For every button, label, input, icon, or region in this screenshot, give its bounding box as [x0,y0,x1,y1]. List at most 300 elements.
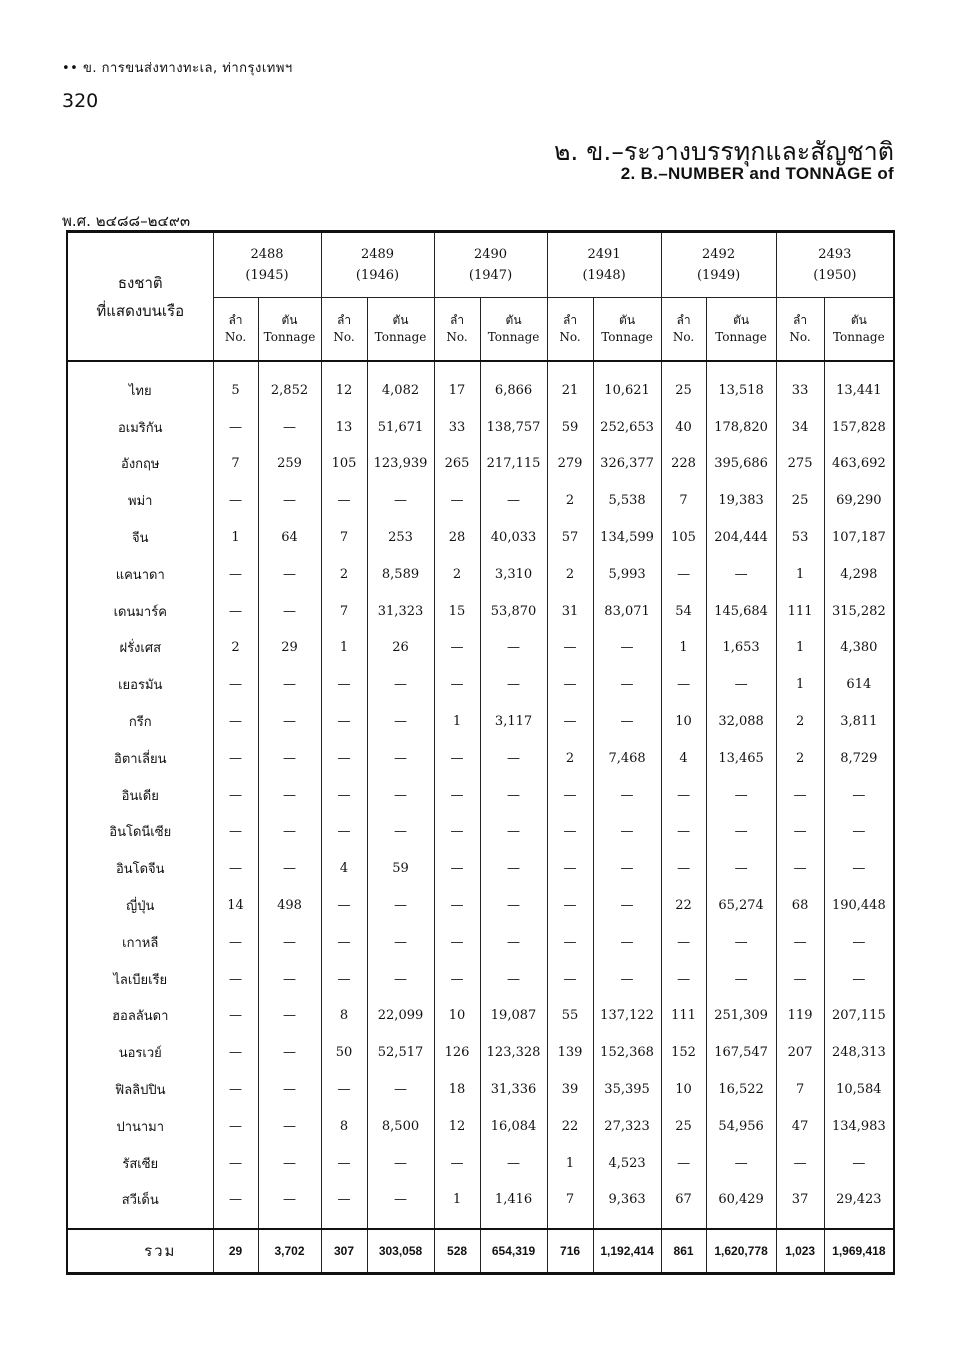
spacer-cell [824,361,894,372]
table-row [67,961,894,998]
tonnage-cell: 167,547 [706,1034,776,1071]
tonnage-cell: 207,115 [824,998,894,1035]
ship-count-cell: 5 [213,372,258,409]
ship-count-cell: 1 [434,703,480,740]
tonnage-cell: 53,870 [480,593,547,630]
ship-count-cell: 119 [776,998,824,1035]
tonnage-cell: — [367,666,434,703]
ship-count-cell: — [661,1145,706,1182]
table-body [67,361,894,1274]
no-column-header [661,298,706,362]
no-column-header [434,298,480,362]
year-ce: (1950) [813,268,857,283]
year-header-2493 [776,232,894,298]
tonnage-cell: 83,071 [593,593,661,630]
tonnage-cell: 1,416 [480,1182,547,1219]
ship-count-cell: 22 [661,887,706,924]
ship-count-cell: 68 [776,887,824,924]
tonnage-cell: 59 [367,850,434,887]
spacer-cell [776,1218,824,1229]
ship-count-cell: 25 [776,482,824,519]
year-be: 2488 [250,247,284,262]
table-row [67,593,894,630]
spacer-cell [480,1218,547,1229]
ship-count-cell: — [661,777,706,814]
tonnage-cell: — [824,850,894,887]
ship-count-cell: 307 [321,1229,367,1274]
ship-count-cell: — [321,703,367,740]
ship-count-cell: 18 [434,1071,480,1108]
flag-column-header [67,232,213,362]
ship-count-cell: — [321,666,367,703]
table-row [67,519,894,556]
tonnage-cell: 190,448 [824,887,894,924]
tonnage-cell: 10,621 [593,372,661,409]
tonnage-cell: — [258,1145,321,1182]
tonnage-cell: 4,380 [824,630,894,667]
tonnage-cell: 13,465 [706,740,776,777]
ship-count-cell: — [321,1071,367,1108]
ship-count-cell: 21 [547,372,593,409]
no-column-header [547,298,593,362]
tonnage-header-thai: ตัน [733,313,750,327]
ship-count-cell: — [321,1145,367,1182]
tonnage-cell: — [367,1182,434,1219]
tonnage-column-header [824,298,894,362]
tonnage-cell: 4,523 [593,1145,661,1182]
tonnage-cell: 326,377 [593,446,661,483]
ship-count-cell: 1,023 [776,1229,824,1274]
ship-count-cell: — [321,814,367,851]
ship-count-cell: 15 [434,593,480,630]
year-header-2491 [547,232,661,298]
ship-count-cell: — [213,1182,258,1219]
ship-count-cell: 12 [434,1108,480,1145]
table-row [67,666,894,703]
tonnage-cell: — [480,850,547,887]
country-name: ฝรั่งเศส [67,630,213,667]
tonnage-cell: 2,852 [258,372,321,409]
ship-count-cell: — [661,961,706,998]
tonnage-cell: — [367,814,434,851]
ship-count-cell: 207 [776,1034,824,1071]
tonnage-cell: 217,115 [480,446,547,483]
tonnage-cell: 16,522 [706,1071,776,1108]
ship-count-cell: 265 [434,446,480,483]
tonnage-cell: — [824,777,894,814]
ship-count-cell: 139 [547,1034,593,1071]
ship-count-cell: — [213,1108,258,1145]
ship-count-cell: — [661,924,706,961]
ship-count-cell: — [213,961,258,998]
tonnage-cell: — [706,556,776,593]
ship-count-cell: 7 [547,1182,593,1219]
tonnage-cell: — [258,924,321,961]
country-name: ญี่ปุ่น [67,887,213,924]
spacer-cell [321,1218,367,1229]
ship-count-cell: — [321,924,367,961]
tonnage-header-english: Tonnage [715,330,767,344]
tonnage-cell: 252,653 [593,409,661,446]
tonnage-cell: 138,757 [480,409,547,446]
ship-count-cell: — [321,777,367,814]
table-row [67,1071,894,1108]
spacer-row [67,361,894,372]
tonnage-cell: 614 [824,666,894,703]
tonnage-cell: 251,309 [706,998,776,1035]
tonnage-cell: 8,500 [367,1108,434,1145]
spacer-cell [321,361,367,372]
tonnage-cell: — [258,850,321,887]
ship-count-cell: — [213,1071,258,1108]
tonnage-cell: 65,274 [706,887,776,924]
spacer-cell [661,1218,706,1229]
table-row [67,777,894,814]
tonnage-cell: — [367,1145,434,1182]
tonnage-cell: 10,584 [824,1071,894,1108]
ship-count-cell: 1 [661,630,706,667]
total-row [67,1229,894,1274]
tonnage-cell: 3,310 [480,556,547,593]
ship-count-cell: — [434,777,480,814]
ship-count-cell: 2 [321,556,367,593]
country-name: ไทย [67,372,213,409]
no-header-thai: ลำ [563,313,578,327]
spacer-cell [824,1218,894,1229]
year-header-2489 [321,232,434,298]
tonnage-cell: 248,313 [824,1034,894,1071]
tonnage-column-header [706,298,776,362]
tonnage-cell: 8,589 [367,556,434,593]
ship-count-cell: — [776,924,824,961]
tonnage-cell: 60,429 [706,1182,776,1219]
ship-count-cell: 111 [661,998,706,1035]
no-header-thai: ลำ [336,313,352,327]
spacer-cell [258,361,321,372]
year-header-2490 [434,232,547,298]
tonnage-cell: — [258,1108,321,1145]
year-be: 2489 [360,247,395,262]
tonnage-cell: — [480,961,547,998]
ship-count-cell: 50 [321,1034,367,1071]
tonnage-cell: 259 [258,446,321,483]
ship-count-cell: 105 [661,519,706,556]
no-header-english: No. [789,330,811,344]
table-title-thai: ๒. ข.–ระวางบรรทุกและสัญชาติ [553,137,894,166]
spacer-cell [434,1218,480,1229]
table-row [67,850,894,887]
tonnage-cell: — [367,887,434,924]
tonnage-cell: 54,956 [706,1108,776,1145]
tonnage-cell: 1,192,414 [593,1229,661,1274]
tonnage-cell: — [593,924,661,961]
tonnage-cell: — [480,924,547,961]
ship-count-cell: 17 [434,372,480,409]
spacer-cell [593,361,661,372]
country-name: รัสเซีย [67,1145,213,1182]
ship-count-cell: — [776,814,824,851]
tonnage-column-header [593,298,661,362]
no-header-thai: ลำ [449,313,465,327]
spacer-cell [67,1218,213,1229]
tonnage-cell: — [593,630,661,667]
tonnage-cell: — [258,1071,321,1108]
tonnage-cell: 4,082 [367,372,434,409]
country-name: สวีเด็น [67,1182,213,1219]
ship-count-cell: — [776,777,824,814]
tonnage-cell: — [258,1182,321,1219]
tonnage-cell: 395,686 [706,446,776,483]
ship-count-cell: 716 [547,1229,593,1274]
tonnage-column-header [258,298,321,362]
table-row [67,924,894,961]
ship-count-cell: 33 [434,409,480,446]
tonnage-cell: — [258,556,321,593]
ship-count-cell: — [213,1145,258,1182]
spacer-cell [706,361,776,372]
tonnage-cell: — [824,924,894,961]
ship-count-cell: 31 [547,593,593,630]
country-name: ไลเบียเรีย [67,961,213,998]
flag-header-line-2: ที่แสดงบนเรือ [96,301,185,320]
ship-count-cell: — [213,409,258,446]
ship-count-cell: 275 [776,446,824,483]
tonnage-cell: — [258,777,321,814]
running-head: •• ข. การขนส่งทางทะเล, ท่ากรุงเทพฯ [62,61,293,76]
tonnage-cell: — [480,1145,547,1182]
tonnage-header-thai: ตัน [619,313,636,327]
table-row [67,1108,894,1145]
ship-count-cell: 7 [776,1071,824,1108]
tonnage-cell: — [367,703,434,740]
tonnage-cell: 137,122 [593,998,661,1035]
ship-count-cell: 37 [776,1182,824,1219]
tonnage-cell: 3,811 [824,703,894,740]
ship-count-cell: 28 [434,519,480,556]
tonnage-cell: — [480,630,547,667]
table-row [67,998,894,1035]
ship-count-cell: — [547,814,593,851]
tonnage-cell: 123,328 [480,1034,547,1071]
ship-count-cell: 279 [547,446,593,483]
tonnage-cell: 134,983 [824,1108,894,1145]
spacer-cell [213,361,258,372]
year-header-2492 [661,232,776,298]
ship-count-cell: — [776,961,824,998]
tonnage-cell: — [593,703,661,740]
tonnage-cell: — [706,961,776,998]
no-header-thai: ลำ [676,313,691,327]
tonnage-cell: 8,729 [824,740,894,777]
year-be: 2491 [587,247,621,262]
ship-count-cell: — [434,887,480,924]
ship-count-cell: — [661,814,706,851]
tonnage-cell: 26 [367,630,434,667]
ship-count-cell: 54 [661,593,706,630]
ship-count-cell: — [547,777,593,814]
country-name: อินโดนีเซีย [67,814,213,851]
tonnage-cell: 107,187 [824,519,894,556]
tonnage-cell: 5,538 [593,482,661,519]
spacer-cell [367,361,434,372]
ship-count-cell: 1 [776,666,824,703]
ship-count-cell: 105 [321,446,367,483]
ship-count-cell: 14 [213,887,258,924]
ship-count-cell: 1 [776,630,824,667]
tonnage-cell: 3,702 [258,1229,321,1274]
table-row [67,630,894,667]
country-name: เกาหลี [67,924,213,961]
ship-count-cell: — [321,887,367,924]
table-row [67,887,894,924]
tonnage-cell: 13,441 [824,372,894,409]
tonnage-cell: — [367,740,434,777]
tonnage-cell: 1,969,418 [824,1229,894,1274]
ship-count-cell: 13 [321,409,367,446]
tonnage-cell: 32,088 [706,703,776,740]
ship-count-cell: — [547,666,593,703]
tonnage-cell: 498 [258,887,321,924]
spacer-cell [776,361,824,372]
tonnage-cell: 152,368 [593,1034,661,1071]
ship-count-cell: 111 [776,593,824,630]
table-row [67,740,894,777]
tonnage-cell: 134,599 [593,519,661,556]
ship-count-cell: — [661,850,706,887]
tonnage-cell: — [824,961,894,998]
tonnage-cell: — [593,961,661,998]
ship-count-cell: 1 [547,1145,593,1182]
ship-count-cell: — [434,630,480,667]
ship-count-cell: — [213,924,258,961]
spacer-cell [547,361,593,372]
tonnage-cell: 52,517 [367,1034,434,1071]
table-row [67,1182,894,1219]
ship-count-cell: — [547,850,593,887]
ship-count-cell: — [434,1145,480,1182]
ship-count-cell: 2 [776,740,824,777]
tonnage-cell: 3,117 [480,703,547,740]
country-name: เดนมาร์ค [67,593,213,630]
tonnage-cell: 4,298 [824,556,894,593]
ship-count-cell: — [776,1145,824,1182]
tonnage-cell: — [367,924,434,961]
ship-count-cell: 7 [213,446,258,483]
ship-count-cell: 2 [547,740,593,777]
tonnage-cell: — [824,1145,894,1182]
ship-count-cell: — [321,961,367,998]
no-column-header [321,298,367,362]
tonnage-cell: — [593,814,661,851]
country-name: เยอรมัน [67,666,213,703]
year-be: 2490 [473,247,508,262]
tonnage-cell: — [258,1034,321,1071]
no-header-english: No. [559,330,581,344]
no-header-thai: ลำ [228,313,243,327]
ship-count-cell: 861 [661,1229,706,1274]
tonnage-column-header [367,298,434,362]
tonnage-cell: 19,383 [706,482,776,519]
ship-count-cell: 2 [776,703,824,740]
tonnage-cell: — [258,703,321,740]
year-be: 2492 [702,247,736,262]
ship-count-cell: 2 [213,630,258,667]
tonnage-cell: 315,282 [824,593,894,630]
table-row [67,409,894,446]
year-be: 2493 [818,247,852,262]
tonnage-cell: — [706,924,776,961]
ship-count-cell: 4 [661,740,706,777]
ship-count-cell: 528 [434,1229,480,1274]
ship-count-cell: — [213,1034,258,1071]
table-row [67,446,894,483]
tonnage-cell: 6,866 [480,372,547,409]
tonnage-cell: 1,620,778 [706,1229,776,1274]
ship-count-cell: 126 [434,1034,480,1071]
ship-count-cell: 8 [321,1108,367,1145]
tonnage-cell: — [367,777,434,814]
ship-count-cell: 67 [661,1182,706,1219]
ship-count-cell: 53 [776,519,824,556]
ship-count-cell: 1 [434,1182,480,1219]
ship-count-cell: 57 [547,519,593,556]
tonnage-cell: 29 [258,630,321,667]
country-name: อังกฤษ [67,446,213,483]
tonnage-cell: — [593,850,661,887]
tonnage-cell: — [824,814,894,851]
year-ce: (1947) [468,268,513,283]
ship-count-cell: 4 [321,850,367,887]
country-name: อิตาเลี่ยน [67,740,213,777]
tonnage-header-english: Tonnage [263,330,316,344]
tonnage-cell: — [706,814,776,851]
tonnage-cell: — [480,777,547,814]
tonnage-cell: 9,363 [593,1182,661,1219]
spacer-cell [593,1218,661,1229]
no-header-english: No. [672,330,695,344]
ship-count-cell: — [661,666,706,703]
ship-count-cell: — [213,666,258,703]
country-name: จีน [67,519,213,556]
tonnage-cell: — [593,887,661,924]
spacer-cell [547,1218,593,1229]
ship-count-cell: 34 [776,409,824,446]
tonnage-cell: 5,993 [593,556,661,593]
ship-count-cell: 10 [661,703,706,740]
ship-count-cell: 25 [661,372,706,409]
ship-count-cell: — [547,924,593,961]
ship-count-cell: 40 [661,409,706,446]
tonnage-cell: 145,684 [706,593,776,630]
ship-count-cell: 22 [547,1108,593,1145]
tonnage-cell: — [480,887,547,924]
tonnage-header-thai: ตัน [281,313,298,327]
ship-count-cell: 8 [321,998,367,1035]
country-name: กรีก [67,703,213,740]
tonnage-cell: — [258,482,321,519]
ship-count-cell: — [321,482,367,519]
tonnage-header-thai: ตัน [505,313,522,327]
country-name: ฟิลลิปปิน [67,1071,213,1108]
tonnage-cell: 51,671 [367,409,434,446]
tonnage-cell: — [367,961,434,998]
ship-count-cell: — [547,961,593,998]
flag-header-line-1: ธงชาติ [117,273,163,292]
table-title-english: 2. B.–NUMBER and TONNAGE of [620,164,894,183]
ship-count-cell: — [213,593,258,630]
ship-count-cell: 59 [547,409,593,446]
country-name: รวม [67,1229,213,1274]
